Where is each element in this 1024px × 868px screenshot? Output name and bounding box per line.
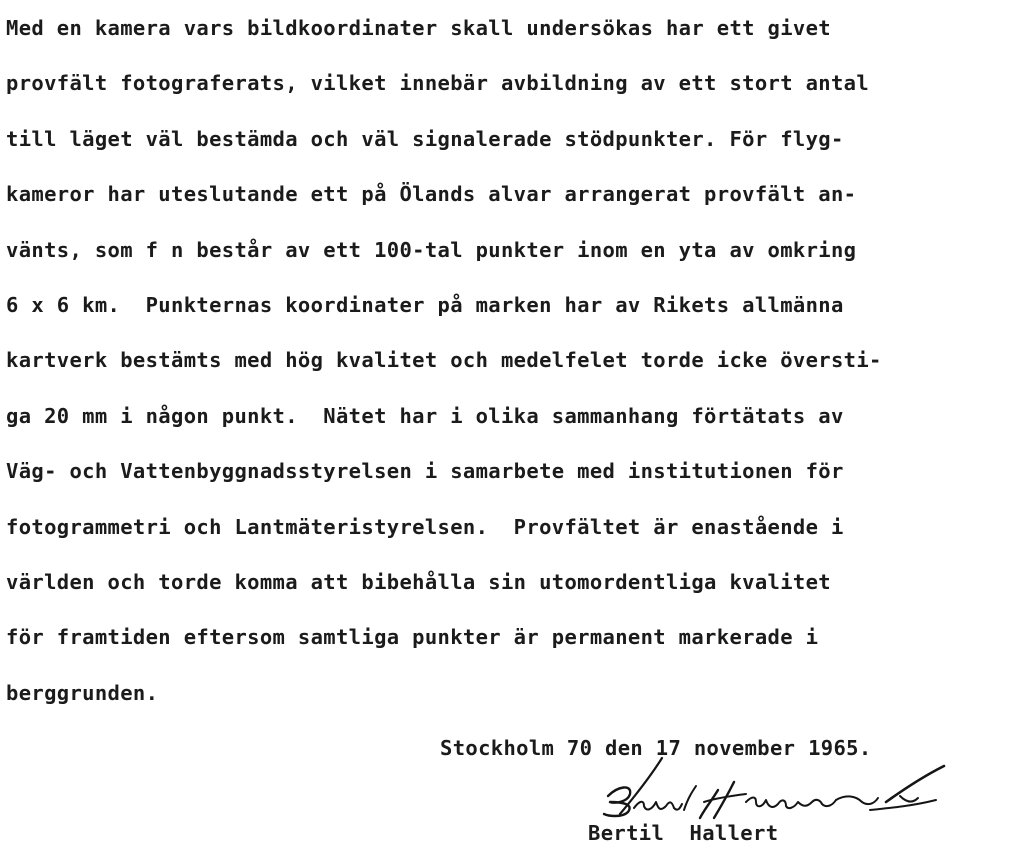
text-line: fotogrammetri och Lantmäteristyrelsen. Provfältet är enastående i xyxy=(6,514,844,539)
text-line: Väg- och Vattenbyggnadsstyrelsen i samarbete med institutionen för xyxy=(6,459,844,484)
text-line: kartverk bestämts med hög kvalitet och medelfelet torde icke översti- xyxy=(6,348,882,373)
text-line: världen och torde komma att bibehålla sin utomordentliga kvalitet xyxy=(6,569,831,594)
text-line: berggrunden. xyxy=(6,680,159,705)
text-line: för framtiden eftersom samtliga punkter är permanent markerade i xyxy=(6,625,819,650)
text-line: Med en kamera vars bildkoordinater skall undersökas har ett givet xyxy=(6,16,831,40)
text-line: 6 x 6 km. Punkternas koordinater på marken har av Rikets allmänna xyxy=(6,292,844,317)
printed-name: Bertil Hallert xyxy=(588,821,779,845)
text-line: ga 20 mm i någon punkt. Nätet har i olika sammanhang förtätats av xyxy=(6,403,844,428)
text-line: provfält fotograferats, vilket innebär avbildning av ett stort antal xyxy=(6,71,870,96)
text-line: vänts, som f n består av ett 100-tal punkter inom en yta av omkring xyxy=(6,237,857,262)
text-line: kameror har uteslutande ett på Ölands alvar arrangerat provfält an- xyxy=(6,182,857,207)
place-date-line: Stockholm 70 den 17 november 1965. xyxy=(440,736,872,760)
text-line: till läget väl bestämda och väl signalerade stödpunkter. För flyg- xyxy=(6,126,844,151)
body-paragraph xyxy=(6,8,1016,728)
